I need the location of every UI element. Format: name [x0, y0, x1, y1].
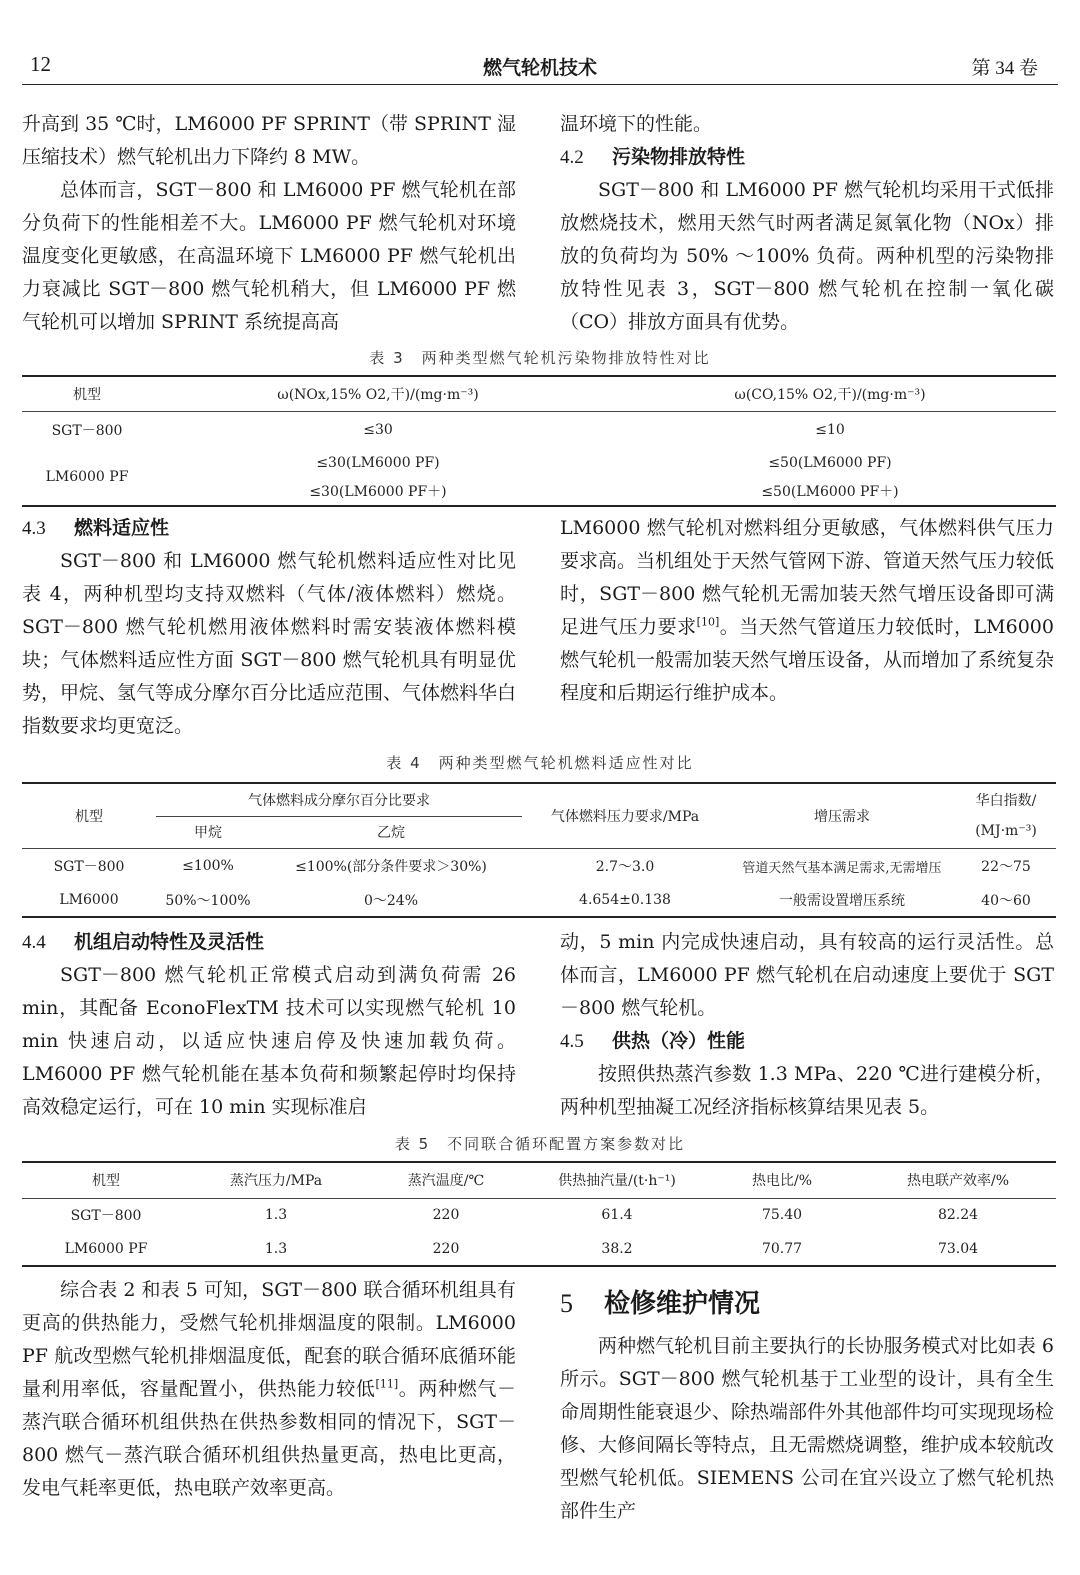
table-cell: SGT－800: [51, 422, 123, 439]
table-header-cell: [956, 783, 1056, 848]
table-row: [22, 448, 1056, 477]
right-column-block-2: [560, 512, 1054, 710]
table-header-cell: 气体燃料成分摩尔百分比要求: [156, 783, 522, 816]
subsection-heading: [560, 1025, 1054, 1058]
table-header-cell: 蒸汽温度/℃: [407, 1173, 485, 1190]
subsection-heading: [560, 141, 1054, 174]
citation-ref: [11]: [375, 1377, 399, 1391]
left-column-block-3: [22, 926, 516, 1124]
paragraph: 温环境下的性能。: [560, 113, 713, 135]
subsection-title: 机组启动特性及灵活性: [74, 931, 265, 953]
table-row: [22, 1232, 1056, 1266]
citation-ref: [10]: [696, 615, 720, 629]
table-row: [22, 884, 1056, 917]
paragraph: 动，5 min 内完成快速启动，具有较高的运行灵活性。总体而言，LM6000 PF 燃气轮机在启动速度上要优于 SGT－800 燃气轮机。: [560, 931, 1054, 1019]
right-column-block-1: [560, 108, 1054, 339]
subsection-number: 4.3: [22, 518, 46, 539]
table-cell: ≤100%(部分条件要求＞30%): [295, 859, 487, 876]
subsection-title: 燃料适应性: [74, 517, 170, 539]
table-header-cell: ω(CO,15% O2,干)/(mg·m⁻³): [734, 386, 926, 403]
table-4: [22, 782, 1056, 918]
table-cell: ≤30: [363, 421, 393, 438]
wobbe-header-line: 华白指数/: [975, 792, 1037, 809]
text-span: LM6000 燃气轮机对燃料组分更敏感，气体燃料供气压力要求高。当机组处于天然气管网下游、管道天然气压力较低时，SGT－800 燃气轮机无需加装天然气增压设备即可满足进气压力要求: [560, 517, 1055, 638]
table-cell: 38.2: [601, 1240, 633, 1257]
table-3: [22, 375, 1056, 507]
table-cell: 0～24%: [363, 893, 419, 909]
table-header-cell: 增压需求: [728, 783, 956, 848]
table-header-cell: 乙烷: [377, 825, 405, 841]
table-row: [22, 477, 1056, 506]
paragraph: SGT－800 燃气轮机正常模式启动到满负荷需 26 min，其配备 EconoFlexTM 技术可以实现燃气轮机 10 min 快速启动，以适应快速启停及快速加载负荷。LM6000 PF 燃气轮机能在基本负荷和频繁起停时均保持高效稳定运行，可在 10 min 实现标准启: [22, 964, 516, 1118]
volume-label: 第 34 卷: [971, 58, 1038, 79]
text-span: 综合表 2 和表 5 可知，SGT－800 联合循环机组具有更高的供热能力，受燃气轮机排烟温度的限制。LM6000 PF 航改型燃气轮机排烟温度低，配套的联合循环底循环能量利用率低，容量配置小，供热能力较低: [22, 1279, 516, 1400]
table-cell: ≤30(LM6000 PF): [316, 454, 440, 471]
table-cell: 220: [432, 1240, 460, 1257]
table-cell: 管道天然气基本满足需求,无需增压: [742, 860, 942, 876]
table-cell: 70.77: [761, 1240, 803, 1257]
table-header-cell: 机型: [92, 1173, 120, 1190]
paragraph: SGT－800 和 LM6000 燃气轮机燃料适应性对比见表 4，两种机型均支持双燃料（气体/液体燃料）燃烧。SGT－800 燃气轮机燃用液体燃料时需安装液体燃料模块；气体燃料适应性方面 SGT－800 燃气轮机具有明显优势，甲烷、氢气等成分摩尔百分比适应范围、气体燃料华白指数要求均更宽泛。: [22, 550, 517, 737]
table-header-cell: 蒸汽压力/MPa: [229, 1173, 323, 1190]
table-cell: 一般需设置增压系统: [779, 893, 905, 909]
table-cell: 73.04: [937, 1240, 979, 1257]
table-cell: 22～75: [981, 859, 1031, 876]
paragraph: [560, 512, 1054, 710]
table-cell: LM6000 PF: [45, 468, 129, 485]
page-header: [22, 50, 1058, 85]
table-cell: 40～60: [981, 893, 1031, 909]
subsection-number: 4.4: [22, 932, 46, 953]
table-cell: 61.4: [601, 1207, 633, 1224]
table-cell: ≤50(LM6000 PF): [768, 454, 892, 471]
table-cell: LM6000 PF: [64, 1240, 148, 1257]
left-column-block-4: [22, 1274, 516, 1505]
table-row: [22, 848, 1056, 884]
table-cell: ≤50(LM6000 PF＋): [761, 484, 899, 500]
table-header-cell: 机型: [73, 386, 101, 403]
left-column-block-2: [22, 512, 516, 743]
table-cell: 2.7～3.0: [595, 859, 655, 876]
table-cell: 50%～100%: [165, 893, 251, 909]
page-number: 12: [30, 52, 51, 76]
section-number: 5: [560, 1289, 573, 1318]
journal-title: 燃气轮机技术: [482, 57, 597, 79]
table-cell: 82.24: [937, 1207, 979, 1224]
subsection-heading: [22, 926, 516, 959]
table-row: [22, 411, 1056, 448]
wobbe-unit: (MJ·m⁻³): [975, 822, 1037, 839]
subsection-title: 供热（冷）性能: [612, 1030, 746, 1052]
table-cell: 220: [432, 1207, 460, 1224]
subsection-heading: [22, 512, 516, 545]
table-cell: 75.40: [761, 1207, 803, 1224]
table-header-cell: ω(NOx,15% O2,干)/(mg·m⁻³): [277, 386, 479, 403]
table-cell: 1.3: [264, 1240, 288, 1257]
section-title: 检修维护情况: [604, 1289, 761, 1319]
right-column-block-4: [560, 1278, 1054, 1528]
table-5: [22, 1161, 1056, 1267]
table-cell: SGT－800: [70, 1208, 142, 1225]
paragraph: SGT－800 和 LM6000 PF 燃气轮机均采用干式低排放燃烧技术，燃用天然气时两者满足氮氧化物（NOx）排放的负荷均为 50% ～100% 负荷。两种机型的污染物排放特性见表 3，SGT－800 燃气轮机在控制一氧化碳（CO）排放方面具有优势。: [560, 179, 1054, 333]
right-column-block-3: [560, 926, 1054, 1124]
table-header-cell: 热电比/%: [751, 1173, 813, 1190]
table-4-caption: 表 4 两种类型燃气轮机燃料适应性对比: [386, 754, 694, 772]
subsection-number: 4.5: [560, 1031, 584, 1052]
table-header-cell: 机型: [22, 783, 156, 848]
table-cell: 1.3: [264, 1207, 288, 1224]
section-heading: [560, 1284, 1054, 1324]
table-header-cell: 气体燃料压力要求/MPa: [522, 783, 728, 848]
table-header-cell: 甲烷: [194, 825, 222, 841]
table-row: [22, 1198, 1056, 1232]
left-column-block-1: [22, 108, 516, 339]
text-span: 。两种燃气－蒸汽联合循环机组供热在供热参数相同的情况下，SGT－800 燃气－蒸汽联合循环机组供热量更高，热电比更高，发电气耗率更低，热电联产效率更高。: [22, 1378, 516, 1499]
table-cell: SGT－800: [53, 859, 125, 876]
paragraph: 两种燃气轮机目前主要执行的长协服务模式对比如表 6 所示。SGT－800 燃气轮机基于工业型的设计，具有全生命周期性能衰退少、除热端部件外其他部件均可实现现场检修、大修间隔长等特点，且无需燃烧调整，维护成本较航改型燃气轮机低。SIEMENS 公司在宜兴设立了燃气轮机热部件生产: [560, 1335, 1055, 1522]
table-cell: ≤30(LM6000 PF＋): [309, 484, 447, 500]
table-3-caption: 表 3 两种类型燃气轮机污染物排放特性对比: [369, 349, 711, 367]
paragraph: 按照供热蒸汽参数 1.3 MPa、220 ℃进行建模分析，两种机型抽凝工况经济指标核算结果见表 5。: [560, 1063, 1054, 1118]
subsection-title: 污染物排放特性: [612, 146, 746, 168]
table-5-caption: 表 5 不同联合循环配置方案参数对比: [394, 1135, 686, 1153]
table-cell: 4.654±0.138: [579, 892, 671, 908]
table-cell: ≤10: [815, 421, 845, 438]
paragraph: 总体而言，SGT－800 和 LM6000 PF 燃气轮机在部分负荷下的性能相差不大。LM6000 PF 燃气轮机对环境温度变化更敏感，在高温环境下 LM6000 PF 燃气轮机出力衰减比 SGT－800 燃气轮机稍大，但 LM6000 PF 燃气轮机可以增加 SPRINT 系统提高高: [22, 179, 516, 333]
text-span: 。当天然气管道压力较低时，LM6000 燃气轮机一般需加装天然气增压设备，从而增加了系统复杂程度和后期运行维护成本。: [560, 616, 1055, 704]
subsection-number: 4.2: [560, 147, 584, 168]
paragraph: [22, 1274, 516, 1505]
table-header-cell: 供热抽汽量/(t·h⁻¹): [558, 1173, 676, 1190]
table-header-cell: 热电联产效率/%: [906, 1173, 1010, 1190]
paragraph: 升高到 35 ℃时，LM6000 PF SPRINT（带 SPRINT 湿压缩技术）燃气轮机出力下降约 8 MW。: [22, 113, 516, 168]
table-cell: LM6000: [59, 892, 119, 908]
table-cell: ≤100%: [182, 858, 234, 875]
